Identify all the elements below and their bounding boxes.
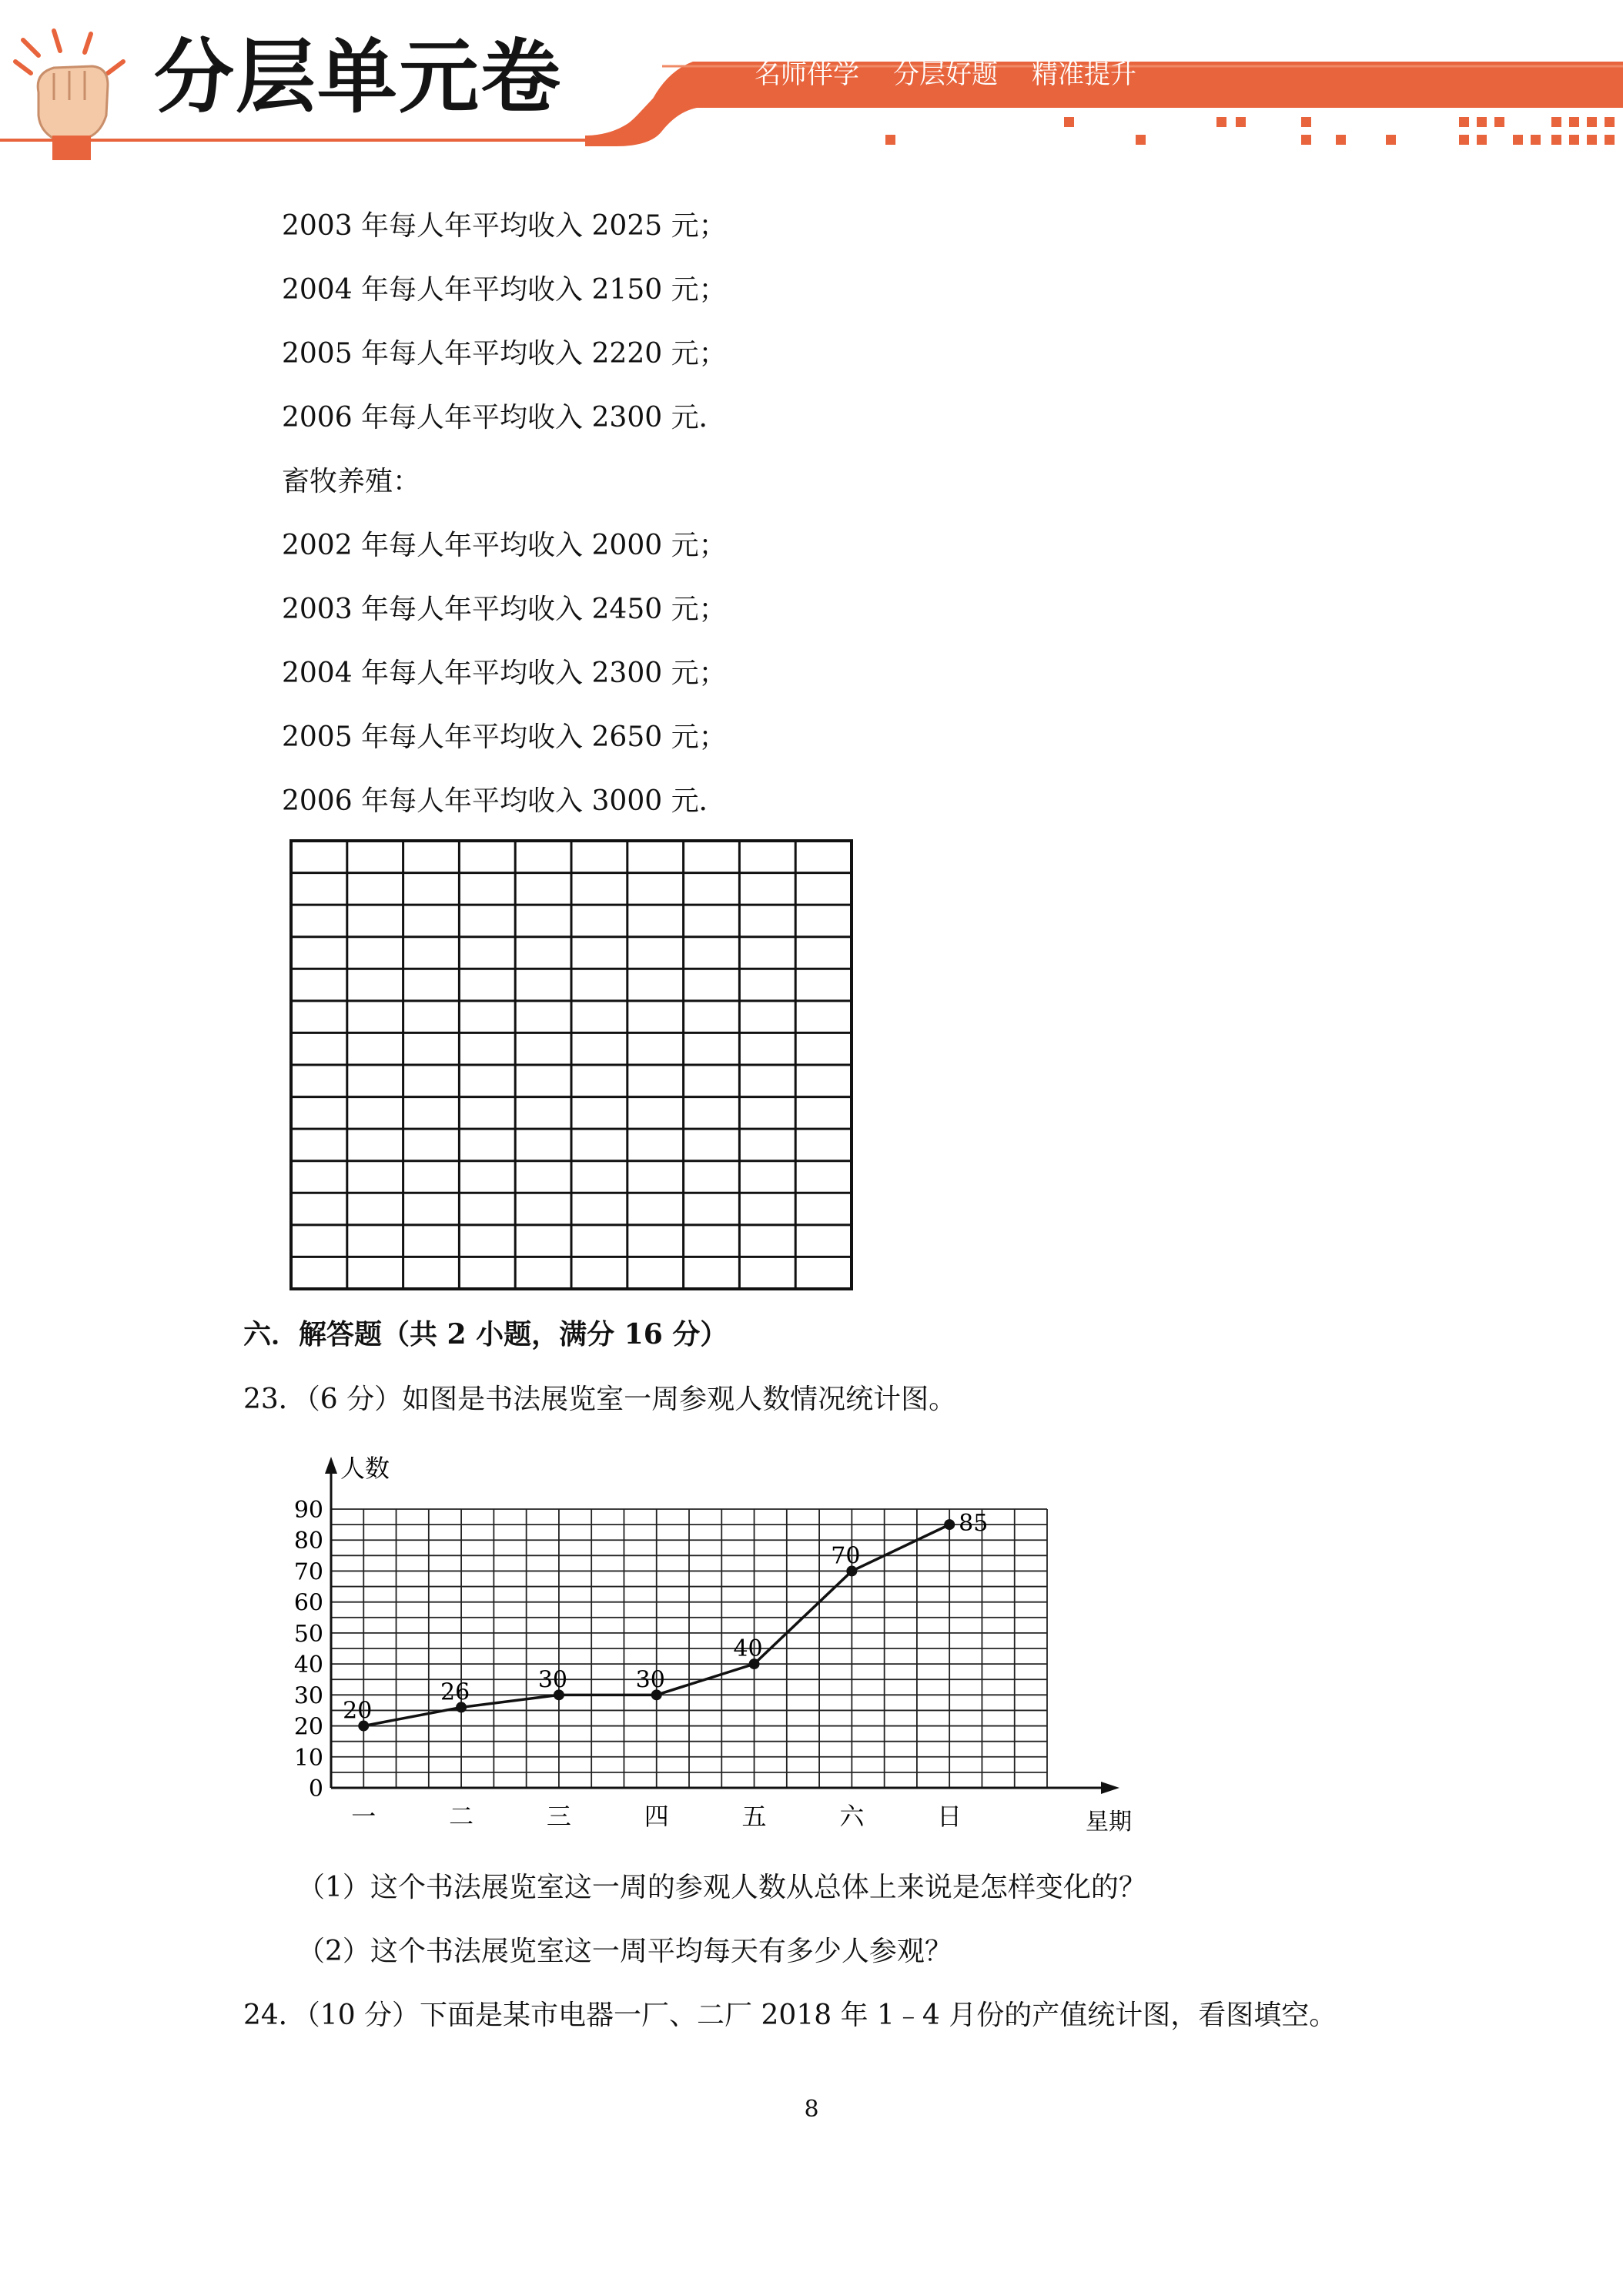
slogan-2: 分层好题 bbox=[893, 59, 998, 90]
y-tick-label: 70 bbox=[293, 1558, 323, 1586]
data-label: 40 bbox=[733, 1635, 763, 1663]
q24-stem: 24．（10 分）下面是某市电器一厂、二厂 2018 年 1﹣4 月份的产值统计图，看图填空。 bbox=[243, 2000, 1337, 2031]
x-tick-label: 六 bbox=[839, 1802, 865, 1831]
visitors-line-chart bbox=[277, 1446, 1155, 1839]
q23-sub2: （2）这个书法展览室这一周平均每天有多少人参观？ bbox=[297, 1936, 952, 1967]
planting-line-2003: 2003 年每人年平均收入 2025 元； bbox=[282, 210, 727, 242]
data-label: 85 bbox=[959, 1510, 989, 1538]
x-axis-arrow bbox=[1101, 1782, 1119, 1794]
blank-answer-grid bbox=[288, 838, 855, 1292]
data-label: 30 bbox=[635, 1666, 665, 1694]
brand-title: 分层单元卷 bbox=[154, 30, 563, 124]
data-label: 30 bbox=[537, 1666, 568, 1694]
y-tick-label: 0 bbox=[308, 1776, 323, 1802]
data-label: 70 bbox=[831, 1542, 861, 1570]
y-tick-label: 40 bbox=[293, 1652, 323, 1679]
livestock-line-2006: 2006 年每人年平均收入 3000 元． bbox=[282, 785, 727, 817]
y-tick-label: 30 bbox=[293, 1682, 323, 1710]
data-label: 26 bbox=[440, 1678, 470, 1706]
y-tick-label: 90 bbox=[293, 1497, 323, 1524]
x-tick-label: 三 bbox=[546, 1802, 571, 1831]
livestock-line-2005: 2005 年每人年平均收入 2650 元； bbox=[282, 721, 727, 753]
data-point bbox=[944, 1519, 955, 1530]
page-number: 8 bbox=[804, 2096, 819, 2123]
y-tick-label: 50 bbox=[293, 1620, 323, 1648]
planting-line-2006: 2006 年每人年平均收入 2300 元． bbox=[282, 402, 727, 433]
q23-stem: 23．（6 分）如图是书法展览室一周参观人数情况统计图。 bbox=[243, 1384, 957, 1415]
x-tick-label: 二 bbox=[449, 1802, 474, 1831]
x-axis-label: 星期 bbox=[1086, 1809, 1132, 1836]
livestock-line-2002: 2002 年每人年平均收入 2000 元； bbox=[282, 530, 727, 561]
y-axis-arrow bbox=[325, 1457, 337, 1474]
raised-fist-icon bbox=[0, 0, 146, 166]
y-axis-label: 人数 bbox=[340, 1454, 390, 1483]
y-tick-label: 60 bbox=[293, 1589, 323, 1617]
livestock-label: 畜牧养殖： bbox=[282, 466, 421, 497]
x-tick-label: 日 bbox=[937, 1802, 962, 1831]
slogan-1: 名师伴学 bbox=[755, 59, 859, 90]
planting-line-2004: 2004 年每人年平均收入 2150 元； bbox=[282, 274, 727, 306]
planting-line-2005: 2005 年每人年平均收入 2220 元； bbox=[282, 338, 727, 370]
y-tick-label: 10 bbox=[293, 1744, 323, 1772]
page-header bbox=[0, 0, 1623, 166]
livestock-line-2004: 2004 年每人年平均收入 2300 元； bbox=[282, 658, 727, 689]
slogan-3: 精准提升 bbox=[1032, 59, 1136, 90]
livestock-line-2003: 2003 年每人年平均收入 2450 元； bbox=[282, 594, 727, 625]
x-tick-label: 一 bbox=[351, 1802, 376, 1831]
x-tick-label: 五 bbox=[741, 1802, 767, 1831]
q23-sub1: （1）这个书法展览室这一周的参观人数从总体上来说是怎样变化的？ bbox=[297, 1872, 1146, 1903]
y-tick-label: 80 bbox=[293, 1528, 323, 1555]
y-tick-label: 20 bbox=[293, 1713, 323, 1741]
section-heading: 六．解答题（共 2 小题，满分 16 分） bbox=[243, 1318, 728, 1350]
x-tick-label: 四 bbox=[644, 1802, 669, 1831]
data-label: 20 bbox=[343, 1697, 373, 1725]
